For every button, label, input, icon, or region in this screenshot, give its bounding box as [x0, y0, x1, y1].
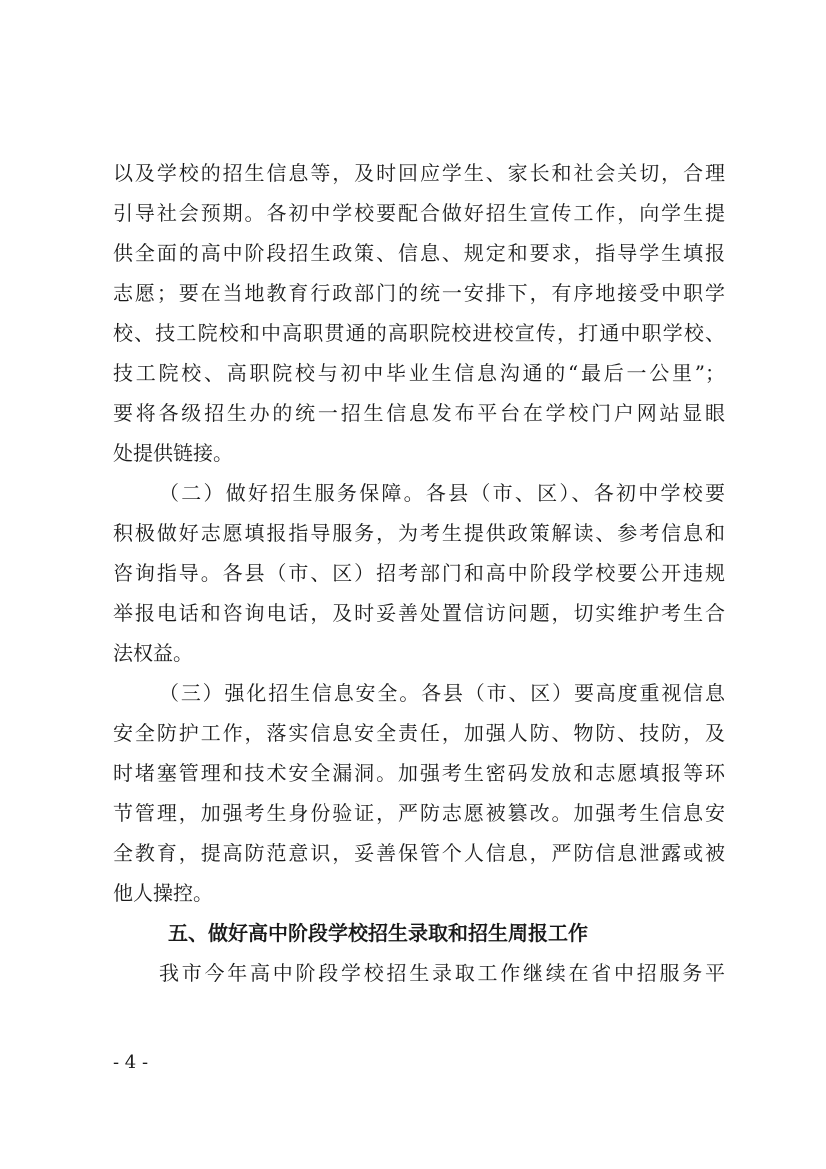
text-line: 法权益。: [113, 641, 193, 665]
text-line: 校、技工院校和中高职贯通的高职院校进校宣传，打通中职学校、: [113, 321, 725, 345]
text-line: 供全面的高中阶段招生政策、信息、规定和要求，指导学生填报: [113, 241, 725, 265]
paragraph-2: [113, 473, 725, 673]
paragraph-1: [113, 153, 725, 473]
text-line: 处提供链接。: [113, 441, 233, 465]
text-line: 举报电话和咨询电话，及时妥善处置信访问题，切实维护考生合: [113, 601, 725, 625]
text-line: 节管理，加强考生身份验证，严防志愿被篡改。加强考生信息安: [113, 801, 725, 825]
text-line: 技工院校、高职院校与初中毕业生信息沟通的“最后一公里”；: [113, 361, 725, 385]
text-line: 要将各级招生办的统一招生信息发布平台在学校门户网站显眼: [113, 401, 725, 425]
text-line: 志愿；要在当地教育行政部门的统一安排下，有序地接受中职学: [113, 281, 725, 305]
text-line: 积极做好志愿填报指导服务，为考生提供政策解读、参考信息和: [113, 521, 725, 545]
text-line: 引导社会预期。各初中学校要配合做好招生宣传工作，向学生提: [113, 201, 725, 225]
text-line: 全教育，提高防范意识，妥善保管个人信息，严防信息泄露或被: [113, 841, 725, 865]
section-heading: 五、做好高中阶段学校招生录取和招生周报工作: [168, 921, 588, 945]
text-line: 安全防护工作，落实信息安全责任，加强人防、物防、技防，及: [113, 721, 725, 745]
text-line: 咨询指导。各县（市、区）招考部门和高中阶段学校要公开违规: [113, 561, 725, 585]
page-number: - 4 -: [113, 1052, 149, 1073]
paragraph-4: [113, 953, 725, 993]
text-line: 以及学校的招生信息等，及时回应学生、家长和社会关切，合理: [113, 161, 725, 185]
text-line: （三）强化招生信息安全。各县（市、区）要高度重视信息: [159, 681, 725, 705]
text-line: 时堵塞管理和技术安全漏洞。加强考生密码发放和志愿填报等环: [113, 761, 725, 785]
document-body: [113, 153, 725, 993]
text-line: 他人操控。: [113, 881, 213, 905]
text-line: 我市今年高中阶段学校招生录取工作继续在省中招服务平: [159, 961, 725, 985]
text-line: （二）做好招生服务保障。各县（市、区）、各初中学校要: [159, 481, 725, 505]
paragraph-3: [113, 673, 725, 913]
